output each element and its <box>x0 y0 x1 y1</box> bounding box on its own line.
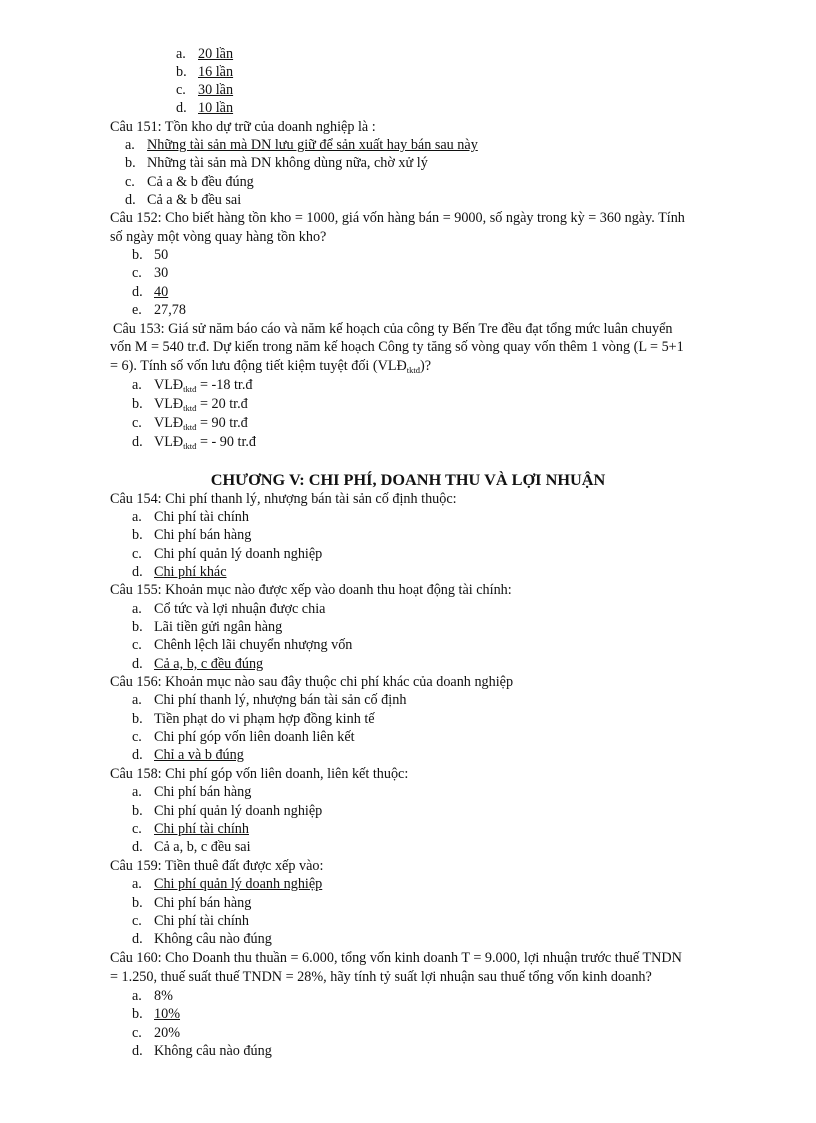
question-152-line1: Câu 152: Cho biết hàng tồn kho = 1000, giá vốn hàng bán = 9000, số ngày trong kỳ = 360 ngày. Tính <box>110 210 685 226</box>
question-160-line2: = 1.250, thuế suất thuế TNDN = 28%, hãy tính tỷ suất lợi nhuận sau thuế tổng vốn kinh doanh? <box>110 969 652 985</box>
q152-option-b: b. 50 <box>132 247 169 263</box>
q153-option-c: c. $VLĐ_{tktđ} = 90$ tr.đ <box>132 415 248 432</box>
q160-option-d: d. Không câu nào đúng <box>132 1043 272 1059</box>
q159-option-c: c. Chi phí tài chính <box>132 913 249 929</box>
answer-text: 20 lần <box>198 46 234 62</box>
question-154: Câu 154: Chi phí thanh lý, nhượng bán tài sản cố định thuộc: <box>110 491 457 507</box>
question-158: Câu 158: Chi phí góp vốn liên doanh, liên kết thuộc: <box>110 766 409 782</box>
question-155: Câu 155: Khoản mục nào được xếp vào doanh thu hoạt động tài chính: <box>110 582 512 598</box>
prev-option-b: b. 16 lần <box>176 64 234 80</box>
question-153-line2: vốn M = 540 tr.đ. Dự kiến trong năm kế hoạch Công ty tăng số vòng quay vốn thêm 1 vòng (L = 5+1 <box>110 339 684 355</box>
q155-option-c: c. Chênh lệch lãi chuyển nhượng vốn <box>132 637 353 653</box>
q156-option-d: d. Chỉ a và b đúng <box>132 747 244 763</box>
q156-option-c: c. Chi phí góp vốn liên doanh liên kết <box>132 729 355 745</box>
q160-option-a: a. 8% <box>132 988 173 1004</box>
prev-option-d: d. 10 lần <box>176 100 234 116</box>
q153-option-d: d. $VLĐ_{tktđ}$ = - 90 tr.đ <box>132 434 257 451</box>
q154-option-c: c. Chi phí quản lý doanh nghiệp <box>132 546 323 562</box>
q154-option-b: b. Chi phí bán hàng <box>132 527 252 543</box>
q151-option-b: b. Những tài sản mà DN không dùng nữa, chờ xử lý <box>125 155 428 171</box>
q153-option-b: b. $VLĐ_{tktđ} = 20$ tr.đ <box>132 396 248 413</box>
question-156: Câu 156: Khoản mục nào sau đây thuộc chi phí khác của doanh nghiệp <box>110 674 514 690</box>
answer-text: 30 lần <box>198 82 234 98</box>
answer-text: 10 lần <box>198 100 234 116</box>
q160-option-c: c. 20% <box>132 1025 181 1041</box>
q155-option-a: a. Cổ tức và lợi nhuận được chia <box>132 601 326 617</box>
q160-option-b: b. 10% <box>132 1006 181 1022</box>
question-153-line3: = 6). Tính số vốn lưu động tiết kiệm tuyệt đối $(VLĐ_{tktđ})$? <box>110 358 432 375</box>
q154-option-d: d. Chi phí khác <box>132 564 227 580</box>
q152-option-c: c. 30 <box>132 265 169 281</box>
q158-option-d: d. Cả a, b, c đều sai <box>132 839 251 855</box>
q158-option-c: c. Chi phí tài chính <box>132 821 249 837</box>
q151-option-d: d. Cả a & b đều sai <box>125 192 242 208</box>
prev-option-c: c. 30 lần <box>176 82 234 98</box>
question-153-line1: Câu 153: Giá sử năm báo cáo và năm kế hoạch của công ty Bến Tre đều đạt tổng mức luân chuyển <box>113 321 673 337</box>
chapter-title: CHƯƠNG V: CHI PHÍ, DOANH THU VÀ LỢI NHUẬN <box>210 470 606 489</box>
q159-option-d: d. Không câu nào đúng <box>132 931 272 947</box>
q156-option-a: a. Chi phí thanh lý, nhượng bán tài sản cố định <box>132 692 407 708</box>
q158-option-b: b. Chi phí quản lý doanh nghiệp <box>132 803 323 819</box>
q154-option-a: a. Chi phí tài chính <box>132 509 249 525</box>
question-160-line1: Câu 160: Cho Doanh thu thuần = 6.000, tổng vốn kinh doanh T = 9.000, lợi nhuận trước thuế TNDN <box>110 950 682 966</box>
q158-option-a: a. Chi phí bán hàng <box>132 784 252 800</box>
q152-option-d: d. 40 <box>132 284 169 300</box>
question-152-line2: số ngày một vòng quay hàng tồn kho? <box>110 229 327 245</box>
q152-option-e: e. 27,78 <box>132 302 186 318</box>
q159-option-b: b. Chi phí bán hàng <box>132 895 252 911</box>
question-151: Câu 151: Tồn kho dự trữ của doanh nghiệp là : <box>110 119 376 135</box>
q151-option-a: a. Những tài sản mà DN lưu giữ để sản xuất hay bán sau này <box>125 137 478 153</box>
q155-option-b: b. Lãi tiền gửi ngân hàng <box>132 619 283 635</box>
question-159: Câu 159: Tiền thuê đất được xếp vào: <box>110 858 324 874</box>
q151-option-c: c. Cả a & b đều đúng <box>125 174 254 190</box>
q153-option-a: a. $VLĐ_{tktđ} = -18$ tr.đ <box>132 377 253 394</box>
q155-option-d: d. Cả a, b, c đều đúng <box>132 656 264 672</box>
q159-option-a: a. Chi phí quản lý doanh nghiệp <box>132 876 323 892</box>
prev-option-a: a. 20 lần <box>176 46 234 62</box>
q156-option-b: b. Tiền phạt do vi phạm hợp đồng kinh tế <box>132 711 375 727</box>
answer-text: 16 lần <box>198 64 234 80</box>
